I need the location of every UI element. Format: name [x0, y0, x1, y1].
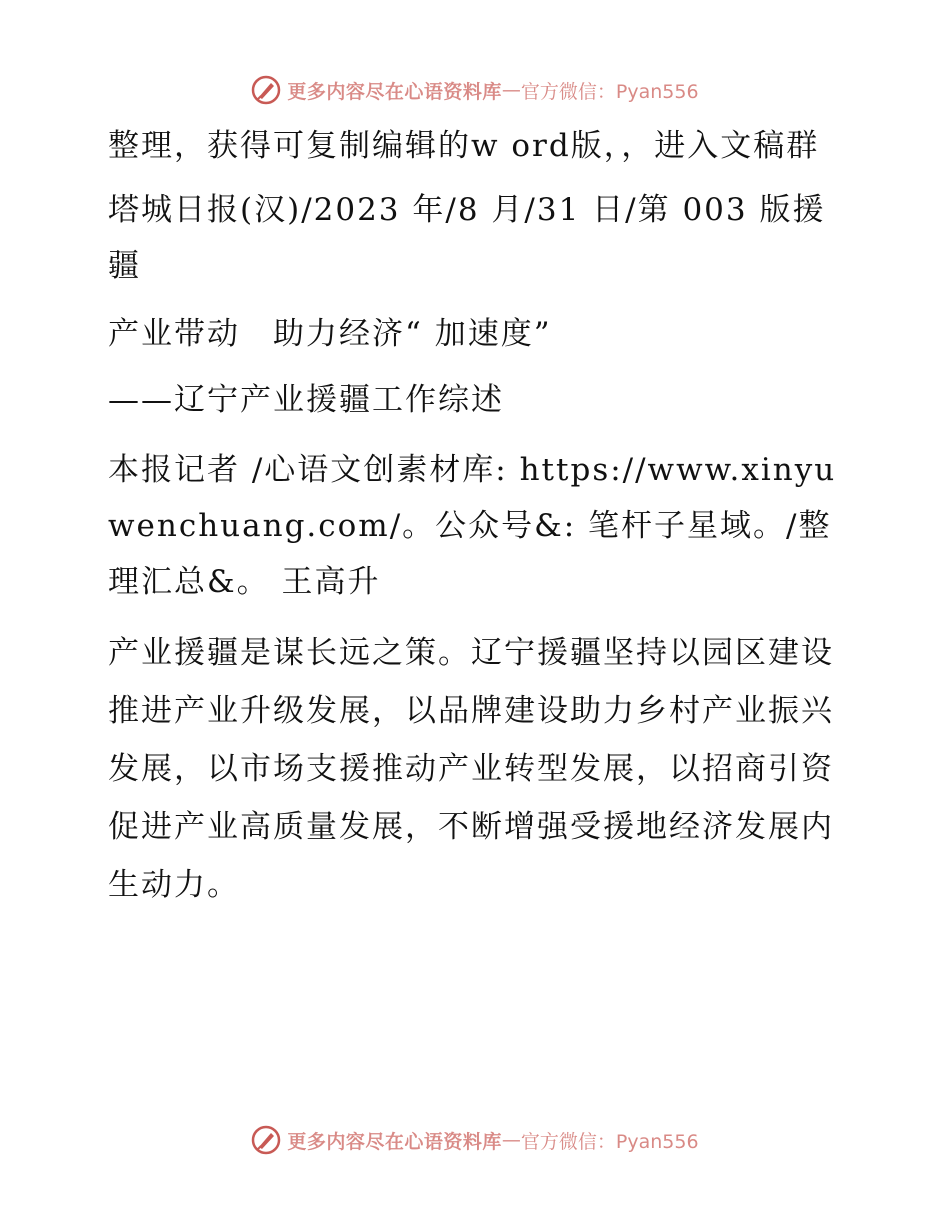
document-body — [96, 118, 856, 914]
header-watermark — [0, 70, 950, 110]
watermark-sub-text: 官方微信：Pyan556 — [520, 1130, 699, 1153]
watermark-dash: — — [501, 1129, 521, 1151]
watermark-main-text: 更多内容尽在心语资料库 — [287, 80, 502, 103]
article-title: 产业带动 助力经济“ 加速度” — [108, 316, 552, 352]
byline: 本报记者 /心语文创素材库: https://www.xinyuwenchuang.com/。公众号&: 笔杆子星域。/整理汇总&。 王高升 — [108, 452, 837, 600]
intro-line: 整理，获得可复制编辑的w ord版，，进入文稿群 — [108, 128, 820, 164]
quill-logo-icon — [251, 1125, 281, 1155]
source-line: 塔城日报(汉)/2023 年/8 月/31 日/第 003 版援疆 — [108, 192, 826, 284]
watermark-dash: — — [501, 79, 521, 101]
footer-watermark — [0, 1120, 950, 1160]
quill-logo-icon — [251, 75, 281, 105]
watermark-main-text: 更多内容尽在心语资料库 — [287, 1130, 502, 1153]
watermark-sub-text: 官方微信：Pyan556 — [520, 80, 699, 103]
body-paragraph: 产业援疆是谋长远之策。辽宁援疆坚持以园区建设推进产业升级发展，以品牌建设助力乡村产业振兴发展，以市场支援推动产业转型发展，以招商引资促进产业高质量发展，不断增强受援地经济发展内生动力。 — [108, 635, 834, 903]
article-subtitle: ——辽宁产业援疆工作综述 — [108, 382, 504, 418]
